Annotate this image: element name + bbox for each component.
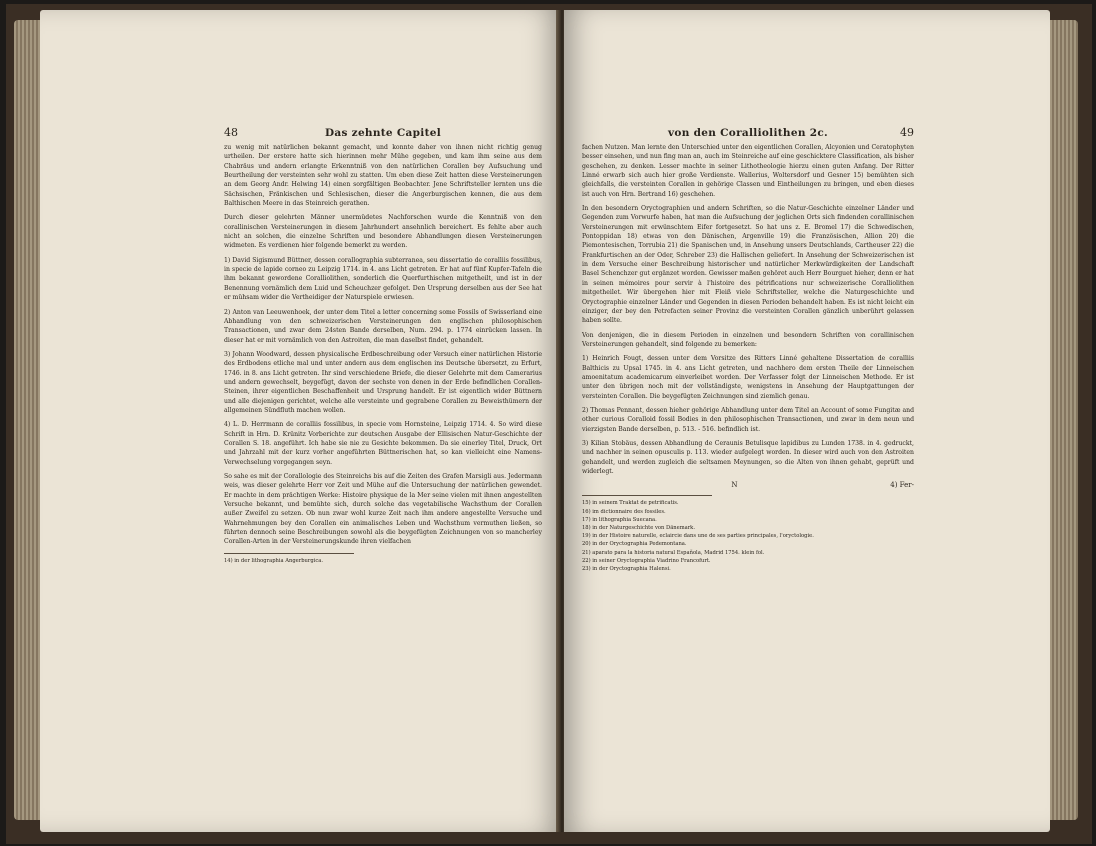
right-footnote: 22) in seiner Oryctographia Viadrino Francofurt.: [582, 557, 711, 564]
footnote-rule: [224, 553, 354, 554]
left-paragraph: So sahe es mit der Corallologie des Steinreichs bis auf die Zeiten des Grafen Marsigli aus. Jedermann weis, was dieser gelehrte Herr vor Zeit und Mühe auf die Untersuchung der natürlichen gewendet. Er machte in dem prächtigen Werke: Histoire physique de la Mer seine vielen mit ihnen angestellten Versuche bekannt, und bemühte sich, durch solche das vegetabilische Wachsthum der Corallen außer Zweifel zu setzen. Ob nun zwar wohl kurze Zeit nach ihm andere angestellte Versuche und Wahrnehmungen bey den Corallen ein animalisches Leben und Wachsthum vermuthen ließen, so führten dennoch seine Beschreibungen sowohl als die beygefügten Zeichnungen von so mancherley Corallen-Arten in der Versteinerungskunde ihren vielfachen: [224, 473, 542, 546]
left-paragraph: 1) David Sigismund Büttner, dessen corallographia subterranea, seu dissertatio de coralliis fossilibus, in specie de lapide corneo zu Leipzig 1714. in 4. ans Licht getreten. Er hat auf fünf Kupfer-Tafeln die ihm bekannt gewordene Coralliolithen, sonderlich die Querfurthischen mitgetheilt, und ist in der Benennung vornämlich dem Luid und Scheuchzer gefolget. Den Ursprung derselben aus der See hat er mühsam wider die Vertheidiger der Naturspiele erwiesen.: [224, 256, 542, 302]
right-running-head: [582, 126, 914, 139]
right-paragraph: In den besondern Oryctographien und andern Schriften, so die Natur-Geschichte einzelner Länder und Gegenden zum Vorwurfe haben, hat man die Aufsuchung der jeglichen Orts sich findenden corallinischen Versteinerungen mit erwünschtem Eifer fortgesetzt. So hat uns z. E. Bromel 17) die Schwedischen, Pontoppidan 18) etwas von den Dänischen, Argenville 19) die Französischen, Allion 20) die Piemontesischen, Torrubia 21) die Spanischen und, in Ansehung unsers Deutschlands, Cartheuser 22) die Frankfurtischen an der Oder, Schreber 23) die Hallischen geliefert. In Ansehung der Schweizerischen ist in dem Versuche einer Beschreibung historischer und natürlicher Merkwürdigkeiten der Landschaft Basel Schenchzer gut ergänzet worden. Gewisser maßen gehöret auch Herr Bourguet hieher, denn er hat in seinen mémoires pour servir à l'histoire des pétrifications nur schweizerische Coralliolithen mitgetheilet. Wir übergehen hier mit Fleiß viele Schriftsteller, welche die Naturgeschichte und Oryctographie einzelner Länder und Gegenden in diesen Perioden behandelt haben. Es ist nicht leicht ein einziger, der bey den Petrefacten seiner Provinz die versteinten Corallen gänzlich unberührt gelassen haben sollte.: [582, 205, 914, 325]
right-footnote: 20) in der Oryctographia Pedemontana.: [582, 541, 687, 548]
right-page-content: [582, 126, 914, 573]
right-footnote: 23) in der Oryctographia Halensi.: [582, 565, 671, 572]
left-paragraph: 2) Anton van Leeuwenhoek, der unter dem Titel a letter concerning some Fossils of Swisserland eine Abhandlung von den schweizerischen Versteinerungen den englischen philosophischen Transactionen, und zwar dem 24sten Bande derselben, Num. 294. p. 1774 einrücken lassen. In dieser hat er mit vornämlich von den Astroiten, die man daselbst findet, gehandelt.: [224, 308, 542, 344]
right-footnote: 16) im dictionnaire des fossiles.: [582, 508, 666, 515]
catchword: 4) Fer-: [890, 481, 914, 490]
right-footnote: 18) in der Naturgeschichte von Dänemark.: [582, 524, 695, 531]
left-paragraph: Durch dieser gelehrten Männer unermüdetes Nachforschen wurde die Kenntniß von den corallinischen Versteinerungen in diesem Jahrhundert ansehnlich bereichert. Es fehlte aber auch nicht an solchen, die einzelne Schriften und besondere Abhandlungen diesen Versteinerungen widmeten. Es verdienen hier folgende bemerkt zu werden.: [224, 214, 542, 250]
left-page-content: [224, 126, 542, 565]
left-running-head: [224, 126, 542, 139]
right-paragraph: 3) Kilian Stobäus, dessen Abhandlung de Ceraunis Betulisque lapidibus zu Lunden 1738. in 4. gedruckt, und nachher in seinen opusculis p. 113. wieder aufgelegt worden. In dieser wird auch von den Astroiten gehandelt, und werden zugleich die seltsamen Meynungen, so die Alten von ihnen gehabt, geprüft und widerlegt.: [582, 439, 914, 475]
left-page: [40, 10, 560, 832]
right-paragraph: 1) Heinrich Fougt, dessen unter dem Vorsitze des Ritters Linné gehaltene Dissertation de coralliis Balthicis zu Upsal 1745. in 4. ans Licht getreten, und nachhero dem ersten Theile der Linneischen amoenitatum academicarum einverleibet worden. Der Verfasser folgt der Linneischen Methode. Er ist unter den übrigen noch mit der vollständigste, wenigstens in Ansehung der Hauptgattungen der versteinten Corallen. Die beygefügten Zeichnungen sind ziemlich genau.: [582, 355, 914, 400]
right-paragraph: fachen Nutzen. Man lernte den Unterschied unter den eigentlichen Corallen, Alcyonien und Ceratophyten besser einsehen, und nun fing man an, auch im Steinreiche auf eine geschicktere Classification, als bisher geschehen, zu denken. Lesser machte in seiner Lithotheologie hierzu einen guten Anfang. Der Ritter Linné erwarb sich auch hier große Verdienste. Wallerius, Woltersdorf und Gesner 15) bemühten sich gleichfalls, die versteinten Corallen in gehörige Classen und Eintheilungen zu bringen, und eben dieses ist auch von Hrn. Bertrand 16) geschehen.: [582, 144, 914, 198]
right-page: [564, 10, 1050, 832]
left-paragraph: zu wenig mit natürlichen bekannt gemacht, und konnte daher von ihnen nicht richtig genug urtheilen. Der erstere hatte sich hierinnen mehr Mühe gegeben, und kam ihm seine aus dem Chabräus und andern erlangte Erkenntniß von den natürlichen Corallen bey Aufsuchung und Beurtheilung der versteinten sehr wohl zu statten. Um eben diese Zeit hatten diese Versteinerungen an dem Georg Andr. Helwing 14) einen sorgfältigen Beobachter. Jene Schriftsteller lernten uns die Sächsischen, Fränkischen und Schlesischen, dieser die Angerburgischen kennen, die aus dem Balthischen Meere in das Steinreich gerathen.: [224, 144, 542, 208]
right-footnote: 21) aparato para la historia natural Española, Madrid 1754. klein fol.: [582, 549, 765, 556]
right-footnote: 15) in seinem Traktat de petrificatis.: [582, 500, 679, 507]
footnote-rule: [582, 495, 712, 496]
left-page-number: 48: [224, 126, 238, 139]
right-paragraph: Von denjenigen, die in diesem Perioden in einzelnen und besondern Schriften von corallinischen Versteinerungen gehandelt, sind folgende zu bemerken:: [582, 331, 914, 348]
signature-mark: N: [731, 481, 738, 490]
right-paragraph: 2) Thomas Pennant, dessen hieher gehörige Abhandlung unter dem Titel an Account of some Fungitæ and other curious Coralloid fossil Bodies in den philosophischen Transactionen, und zwar in dem neun und vierzigsten Bande derselben, p. 513. - 516. befindlich ist.: [582, 406, 914, 433]
right-footnote: 19) in der Histoire naturelle, eclaircie dans une de ses parties principales, l'oryctologie.: [582, 533, 814, 540]
left-footnote: 14) in der lithographia Angerburgica.: [224, 557, 323, 564]
left-paragraph: 3) Johann Woodward, dessen physicalische Erdbeschreibung oder Versuch einer natürlichen Historie des Erdbodens etliche mal und unter andern aus dem englischen ins Deutsche übersetzt, zu Erfurt, 1746. in 8. ans Licht getreten. Ihr sind verschiedene Briefe, die dieser Gelehrte mit dem Camerarius und andern gewechselt, beygefügt, davon der sechste von denen in der Erde befindlichen Corallen-Steinen, ihrer eigentlichen Beschaffenheit und Ursprung handelt. Er ist eigentlich wider Büttnern und alle diejenigen gerichtet, welche alle versteinte und gegrabene Corallen zu Beweisthümern der allgemeinen Sündfluth machen wollen.: [224, 350, 542, 414]
signature-line: [582, 481, 914, 489]
right-page-stack: [1048, 20, 1078, 820]
right-chapter-title: von den Coralliolithen 2c.: [668, 127, 828, 139]
left-chapter-title: Das zehnte Capitel: [325, 127, 441, 139]
right-page-number: 49: [900, 126, 914, 139]
right-footnote: 17) in lithographia Suecana.: [582, 516, 657, 523]
left-paragraph: 4) L. D. Herrmann de coralliis fossilibus, in specie vom Hornsteine, Leipzig 1714. 4. So wird diese Schrift in Hrn. D. Krünitz Vorberichte zur deutschen Ausgabe der Ellisischen Natur-Geschichte der Corallen S. 18. angeführt. Ich habe sie nie zu Gesichte bekommen. Da sie einerley Titel, Druck, Ort und Jahrzahl mit der kurz vorher angeführten Büttnerischen hat, so kan vielleicht eine Namens-Verwechselung vorgegangen seyn.: [224, 421, 542, 466]
